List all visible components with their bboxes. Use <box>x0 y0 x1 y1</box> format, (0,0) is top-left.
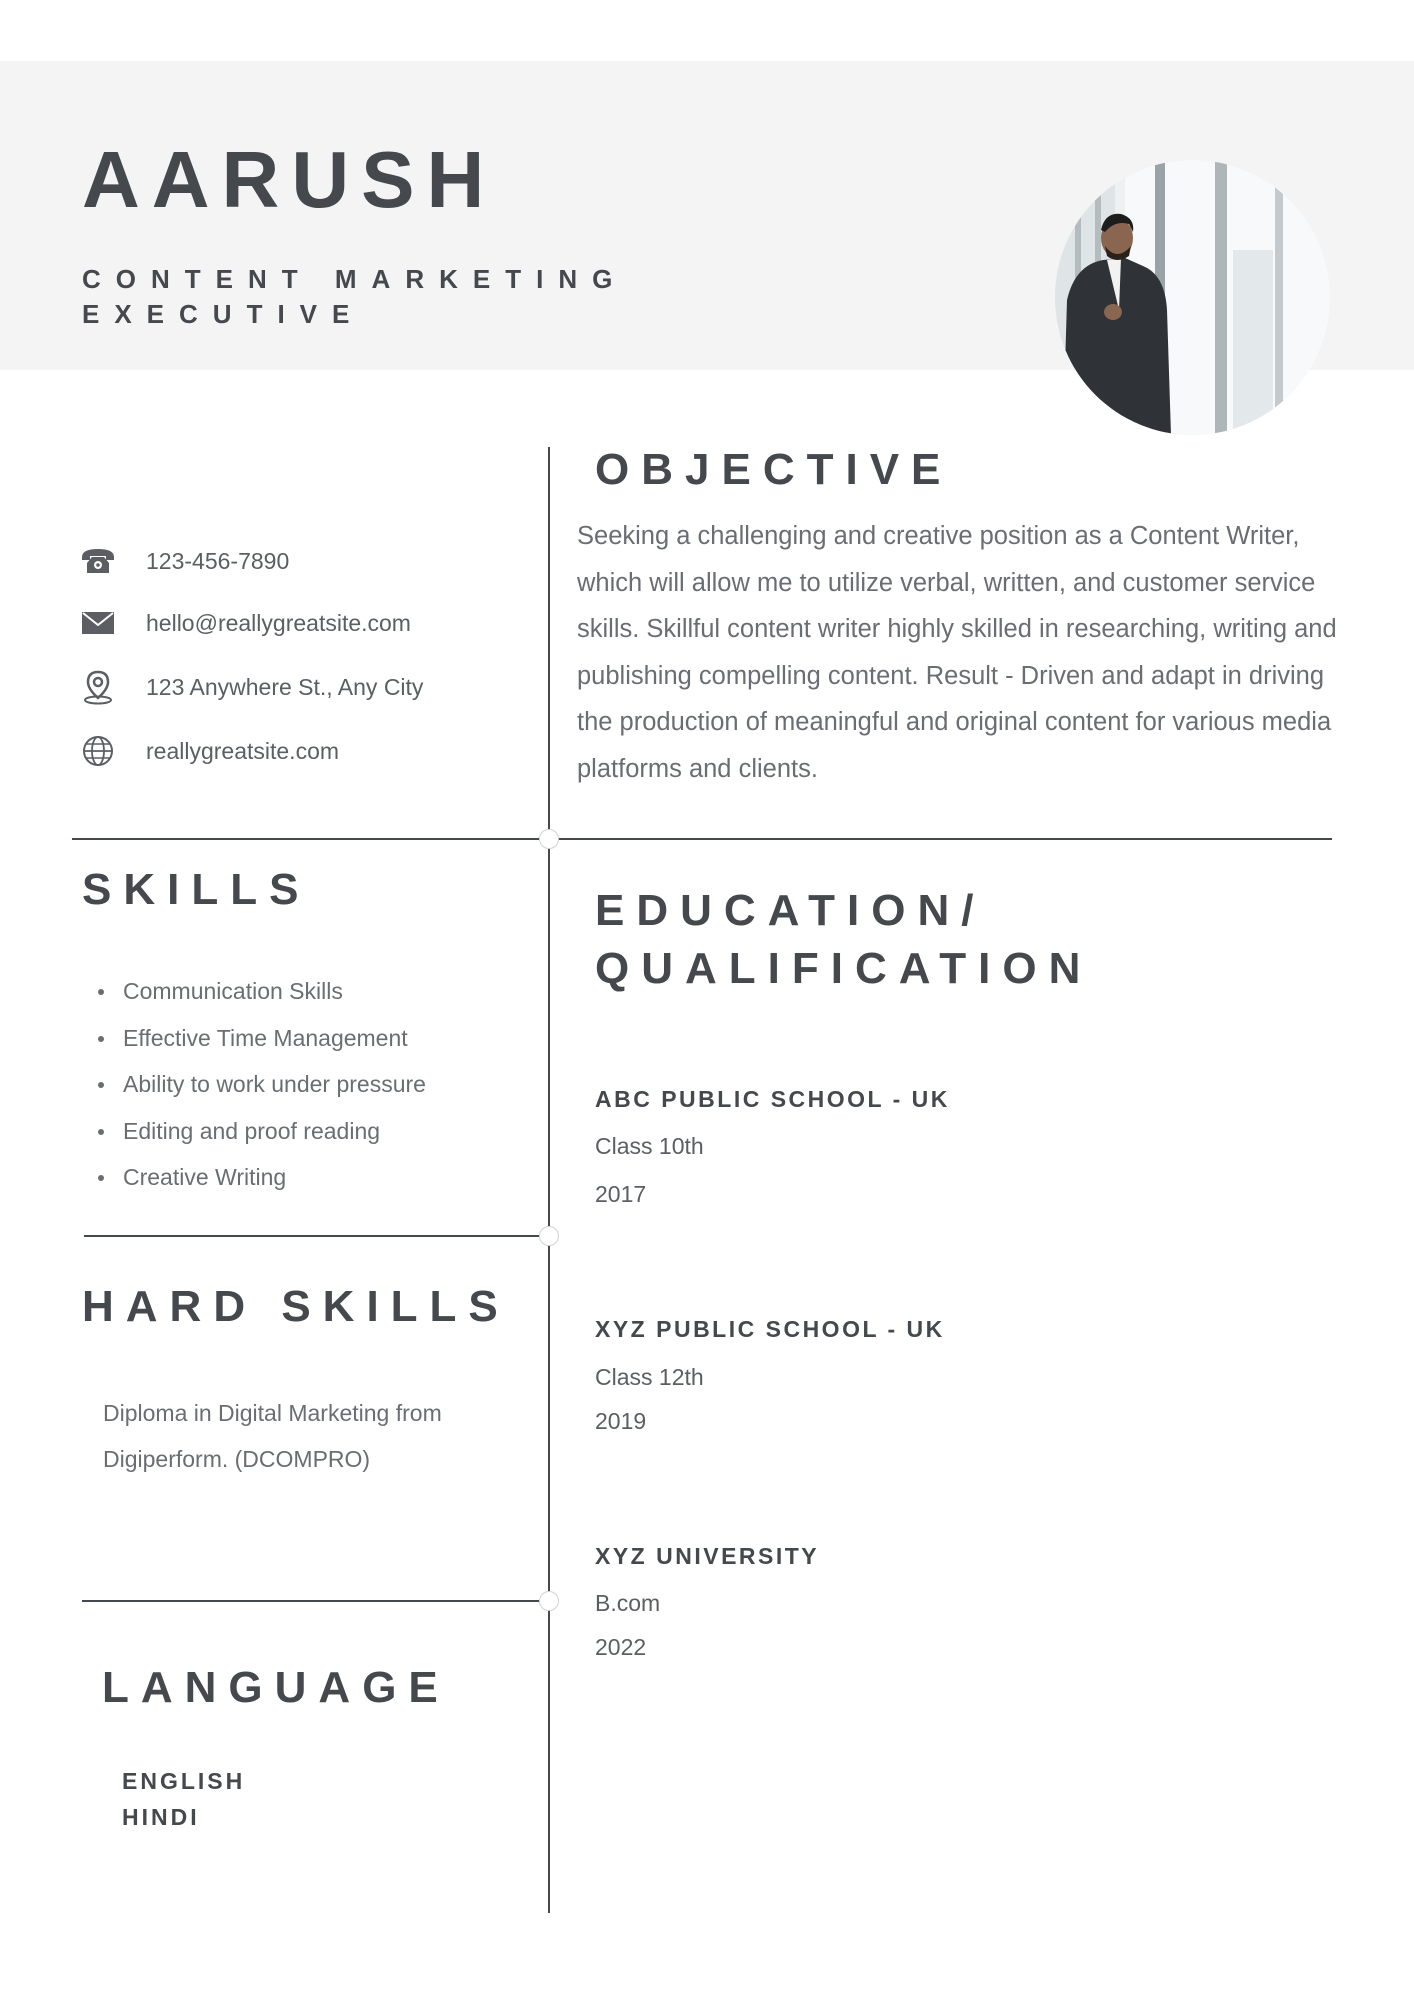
skill-item: Ability to work under pressure <box>96 1061 426 1108</box>
skill-item: Creative Writing <box>96 1154 426 1201</box>
hard-skills-heading: HARD SKILLS <box>82 1282 510 1331</box>
street-address: 123 Anywhere St., Any City <box>146 673 424 700</box>
skill-item: Communication Skills <box>96 968 426 1015</box>
phone-number: 123-456-7890 <box>146 547 290 574</box>
candidate-name: AARUSH <box>82 135 497 224</box>
education-detail: Class 12th <box>595 1364 704 1390</box>
education-year: 2017 <box>595 1181 647 1207</box>
job-title-line-2: EXECUTIVE <box>82 299 365 329</box>
hard-skills-text: Diploma in Digital Marketing from Digiperform. (DCOMPRO) <box>103 1400 442 1472</box>
education-detail: Class 10th <box>595 1133 704 1159</box>
divider-node <box>539 1591 559 1611</box>
job-title <box>82 262 627 332</box>
divider-objective <box>72 838 1332 840</box>
education-heading <box>595 882 1092 998</box>
education-heading-line-1: EDUCATION/ <box>595 886 986 935</box>
language-heading: LANGUAGE <box>102 1663 450 1712</box>
language-item: HINDI <box>122 1804 200 1830</box>
email-address: hello@reallygreatsite.com <box>146 609 411 636</box>
education-year: 2019 <box>595 1408 647 1434</box>
website-url: reallygreatsite.com <box>146 737 340 764</box>
objective-text: Seeking a challenging and creative position as a Content Writer, which will allow me to utilize verbal, written, and customer service skills. Skillful content writer highly skilled in researching, writing and publishing compelling content. Result - Driven and adapt in driving the production of meaningful and original content for various media platforms and clients. <box>577 522 1337 783</box>
envelope-icon <box>80 605 116 641</box>
objective-heading: OBJECTIVE <box>595 445 953 494</box>
globe-icon <box>80 733 116 769</box>
job-title-line-1: CONTENT MARKETING <box>82 264 628 294</box>
education-detail: B.com <box>595 1590 661 1616</box>
divider-node <box>539 829 559 849</box>
location-pin-icon <box>80 669 116 705</box>
divider-node <box>539 1226 559 1246</box>
education-year: 2022 <box>595 1634 647 1660</box>
skill-item: Effective Time Management <box>96 1015 426 1062</box>
contact-website <box>80 731 339 771</box>
profile-photo <box>1055 160 1330 435</box>
education-school: XYZ UNIVERSITY <box>595 1543 820 1569</box>
contact-phone <box>80 541 289 581</box>
education-heading-line-2: QUALIFICATION <box>595 944 1093 993</box>
divider-skills <box>84 1235 548 1237</box>
divider-hard-skills <box>82 1600 548 1602</box>
language-item: ENGLISH <box>122 1768 246 1794</box>
contact-address <box>80 667 423 707</box>
education-school: ABC PUBLIC SCHOOL - UK <box>595 1086 950 1112</box>
skills-list <box>96 968 426 1201</box>
skills-heading: SKILLS <box>82 865 311 914</box>
center-divider <box>548 447 550 1913</box>
skill-item: Editing and proof reading <box>96 1108 426 1155</box>
contact-email <box>80 603 411 643</box>
phone-icon <box>80 543 116 579</box>
education-school: XYZ PUBLIC SCHOOL - UK <box>595 1316 945 1342</box>
